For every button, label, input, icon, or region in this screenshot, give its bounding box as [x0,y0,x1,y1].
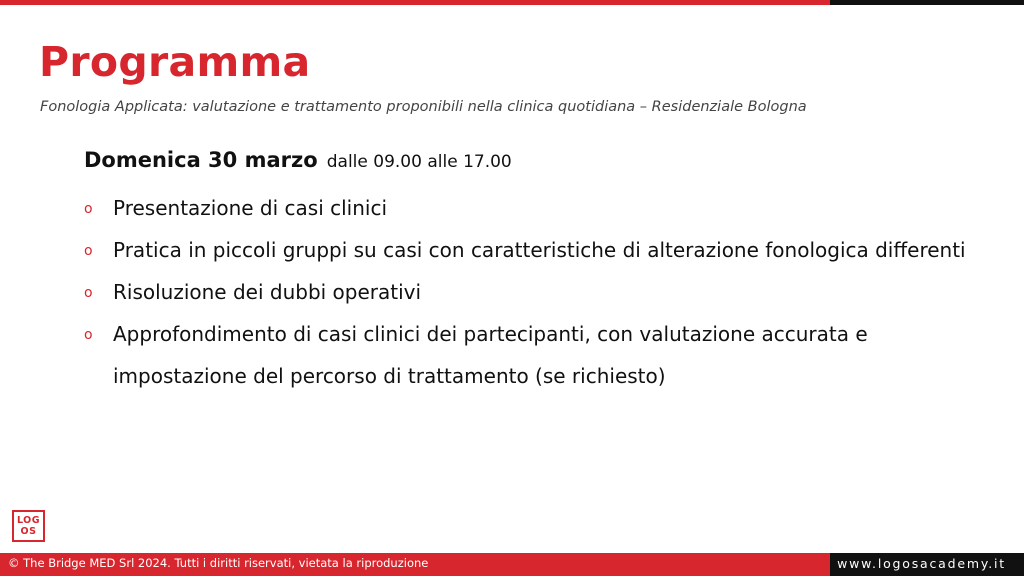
agenda-item-text: Presentazione di casi clinici [113,196,388,220]
agenda-item-text: Pratica in piccoli gruppi su casi con caratteristiche di alterazione fonologica differenti [113,238,966,262]
agenda-item [84,187,1004,229]
agenda-item-text: Risoluzione dei dubbi operativi [113,280,422,304]
logos-logo [12,510,45,542]
footer-copyright: © The Bridge MED Srl 2024. Tutti i diritti riservati, vietata la riproduzione [8,556,429,570]
agenda-item-text: Approfondimento di casi clinici dei partecipanti, con valutazione accurata e impostazione del percorso di trattamento (se richiesto) [113,322,868,388]
bullet-icon: o [84,285,93,301]
footer-website-link[interactable]: www.logosacademy.it [837,556,1006,571]
agenda-item [84,313,1004,397]
top-accent-bar-black [830,0,1024,5]
top-accent-bar-red [0,0,830,5]
day-time: dalle 09.00 alle 17.00 [326,152,512,172]
bullet-icon: o [84,201,93,217]
agenda-list [84,187,1004,397]
day-label: Domenica 30 marzo [84,148,318,172]
logo-line-1: LOG [16,515,41,526]
bullet-icon: o [84,327,93,343]
course-subtitle: Fonologia Applicata: valutazione e trattamento proponibili nella clinica quotidiana – Residenziale Bologna [40,99,807,115]
bullet-icon: o [84,243,93,259]
logo-line-2: OS [20,526,37,537]
page-title: Programma [39,38,311,86]
agenda-item [84,229,1004,271]
agenda-item [84,271,1004,313]
day-heading [84,148,512,172]
